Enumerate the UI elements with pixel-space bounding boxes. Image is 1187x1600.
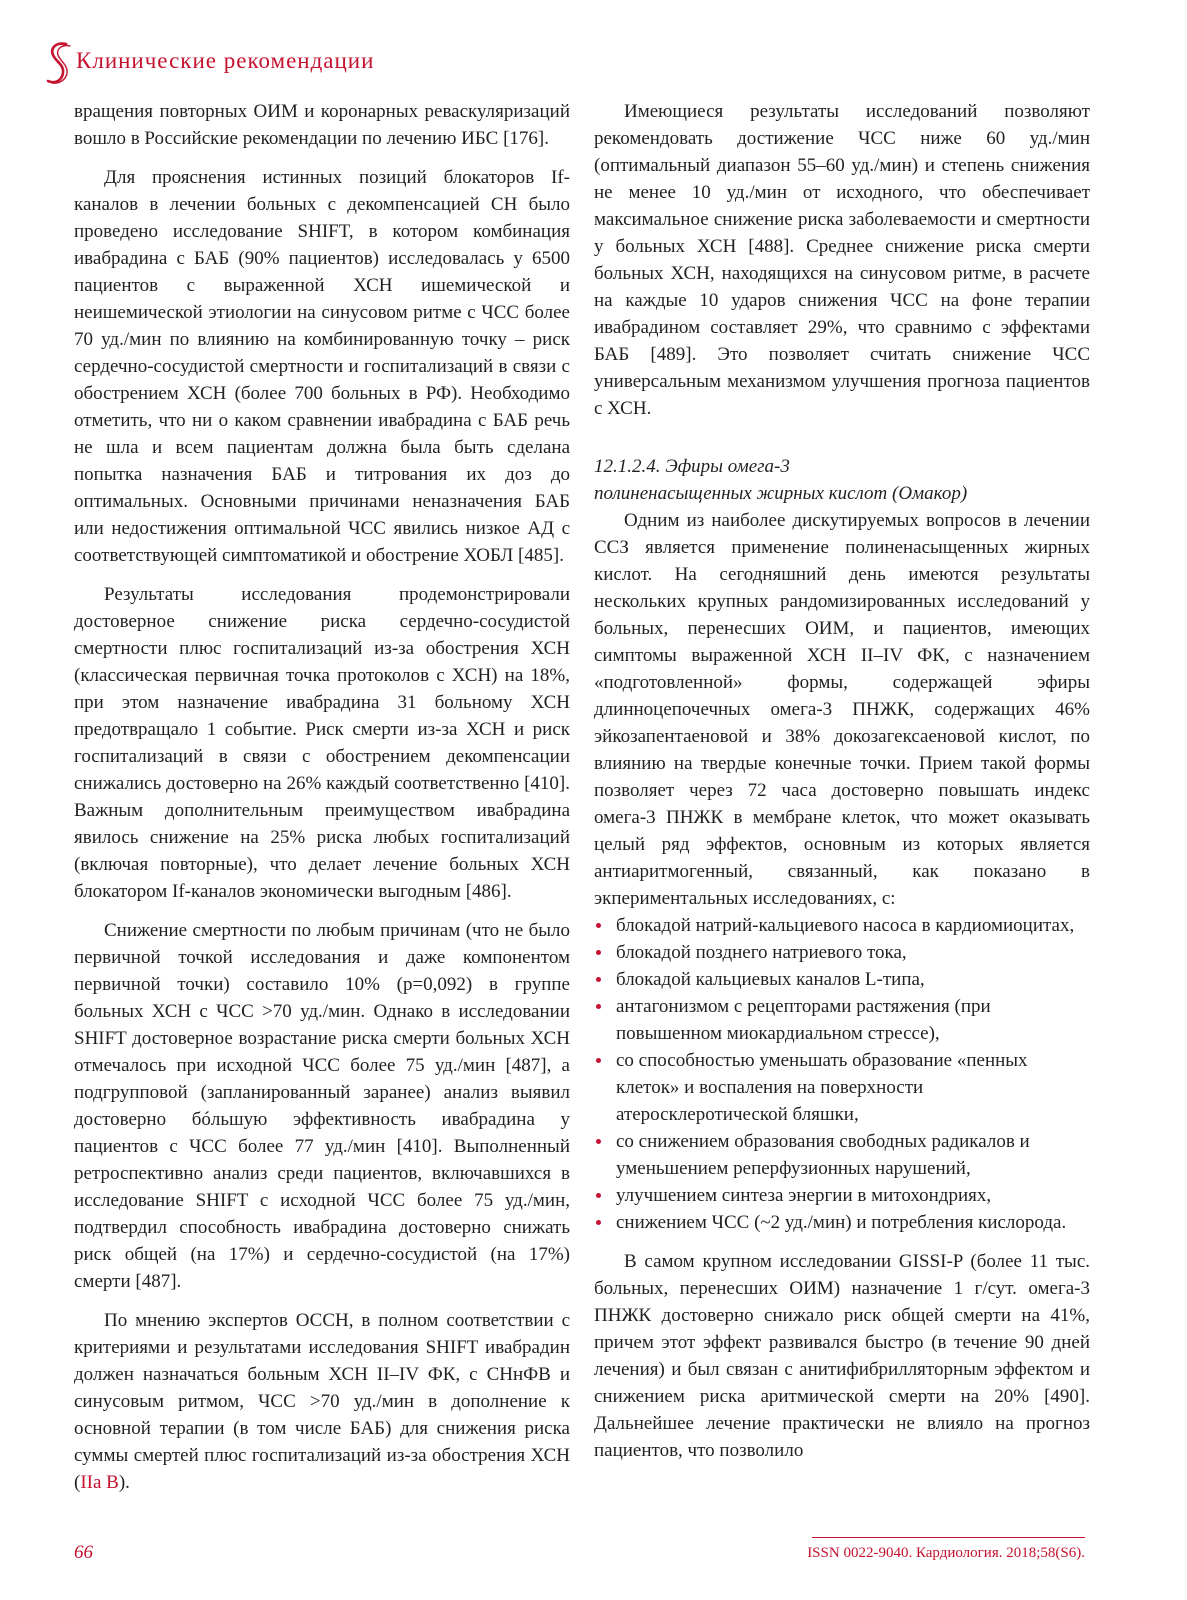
page-number: 66	[74, 1542, 93, 1563]
list-item: антагонизмом с рецепторами растяжения (при повышенном миокардиальном стрессе),	[594, 993, 1090, 1047]
list-item: со способностью уменьшать образование «пенных клеток» и воспаления на поверхности атеросклеротической бляшки,	[594, 1047, 1090, 1128]
header-title: Клинические рекомендации	[76, 48, 375, 73]
paragraph: Снижение смертности по любым причинам (что не было первичной точкой исследования и даже компонентом первичной точки) составило 10% (p=0,092) в группе больных ХСН с ЧСС >70 уд./мин. Однако в исследовании SHIFT достоверное возрастание риска смерти больных ХСН отмечалось при исходной ЧСС более 75 уд./мин [487], а подгрупповой (запланированный заранее) анализ выявил достоверно бóльшую эффективность ивабрадина у пациентов с ЧСС более 77 уд./мин [410]. Выполненный ретроспективно анализ среди пациентов, включавшихся в исследование SHIFT с исходной ЧСС более 75 уд./мин, подтвердил способность ивабрадина достоверно снижать риск общей (на 17%) и сердечно-сосудистой (на 17%) смерти [487].	[74, 920, 570, 1292]
section-heading-line-2: полиненасыщенных жирных кислот (Омакор)	[594, 483, 968, 504]
footer-divider	[812, 1537, 1085, 1538]
paragraph: Для прояснения истинных позиций блокаторов If-каналов в лечении больных с декомпенсацией СН было проведено исследование SHIFT, в котором комбинация ивабрадина с БАБ (90% пациентов) исследовалась у 6500 пациентов с выраженной ХСН ишемической и неишемической этиологии на синусовом ритме с ЧСС более 70 уд./мин по влиянию на комбинированную точку – риск сердечно-сосудистой смертности и госпитализаций в связи с обострением ХСН (более 700 больных в РФ). Необходимо отметить, что ни о каком сравнении ивабрадина с БАБ речь не шла и всем пациентам должна была быть сделана попытка назначения БАБ и титрования их доз до оптимальных. Основными причинами неназначения БАБ или недостижения оптимальной ЧСС явились низкое АД с соответствующей симптоматикой и обострение ХОБЛ [485].	[74, 167, 570, 566]
right-column	[594, 98, 1090, 1464]
section-heading-line-1: 12.1.2.4. Эфиры омега-3	[594, 456, 790, 477]
evidence-level-link[interactable]: IIa B	[80, 1472, 119, 1493]
bullet-list	[594, 912, 1090, 1236]
paragraph: Результаты исследования продемонстрировали достоверное снижение риска сердечно-сосудистой смертности плюс госпитализаций из-за обострения ХСН (классическая первичная точка протоколов с ХСН) на 18%, при этом назначение ивабрадина 31 больному ХСН предотвращало 1 событие. Риск смерти из-за ХСН и риск госпитализаций в связи с обострением декомпенсации снижались достоверно на 26% каждый соответственно [410]. Важным дополнительным преимуществом ивабрадина явилось снижение на 25% риска любых госпитализаций (включая повторные), что делает лечение больных ХСН блокатором If-каналов экономически выгодным [486].	[74, 584, 570, 902]
paragraph: Имеющиеся результаты исследований позволяют рекомендовать достижение ЧСС ниже 60 уд./мин (оптимальный диапазон 55–60 уд./мин) и степень снижения не менее 10 уд./мин от исходного, что обеспечивает максимальное снижение риска заболеваемости и смертности у больных ХСН [488]. Среднее снижение риска смерти больных ХСН, находящихся на синусовом ритме, в расчете на каждые 10 ударов снижения ЧСС на фоне терапии ивабрадином составляет 29%, что сравнимо с эффектами БАБ [489]. Это позволяет считать снижение ЧСС универсальным механизмом улучшения прогноза пациентов с ХСН.	[594, 101, 1090, 419]
list-item: блокадой натрий-кальциевого насоса в кардиомиоцитах,	[594, 912, 1090, 939]
list-item: блокадой кальциевых каналов L-типа,	[594, 966, 1090, 993]
list-item: снижением ЧСС (~2 уд./мин) и потребления кислорода.	[594, 1209, 1090, 1236]
paragraph: В самом крупном исследовании GISSI-P (более 11 тыс. больных, перенесших ОИМ) назначение 1 г/сут. омега-3 ПНЖК достоверно снижало риск общей смерти на 41%, причем этот эффект развивался быстро (в течение 90 дней лечения) и был связан с анитифибрилляторным эффектом и снижением риска аритмической смерти на 20% [490]. Дальнейшее лечение практически не влияло на прогноз пациентов, что позволило	[594, 1251, 1090, 1461]
list-item: блокадой позднего натриевого тока,	[594, 939, 1090, 966]
paragraph-text: По мнению экспертов ОССН, в полном соответствии с критериями и результатами исследования SHIFT ивабрадин должен назначаться больным ХСН II–IV ФК, с СНнФВ и синусовым ритмом, ЧСС >70 уд./мин в дополнение к основной терапии (в том числе БАБ) для снижения риска суммы смертей плюс госпитализаций из-за обострения ХСН (	[74, 1310, 570, 1493]
journal-s-logo-icon	[44, 40, 72, 86]
list-item: улучшением синтеза энергии в митохондриях,	[594, 1182, 1090, 1209]
list-item: со снижением образования свободных радикалов и уменьшением реперфузионных нарушений,	[594, 1128, 1090, 1182]
journal-citation: ISSN 0022-9040. Кардиология. 2018;58(S6).	[807, 1545, 1085, 1561]
paragraph-text-end: ).	[118, 1472, 130, 1493]
paragraph-recommendation	[74, 1307, 570, 1496]
paragraph: вращения повторных ОИМ и коронарных реваскуляризаций вошло в Российские рекомендации по лечению ИБС [176].	[74, 101, 570, 149]
left-column	[74, 98, 570, 1496]
paragraph: Одним из наиболее дискутируемых вопросов в лечении ССЗ является применение полиненасыщенных жирных кислот. На сегодняшний день имеются результаты нескольких крупных рандомизированных исследований у больных, перенесших ОИМ, и пациентов, имеющих симптомы выраженной ХСН II–IV ФК, с назначением «подготовленной» формы, содержащей эфиры длинноцепочечных омега-3 ПНЖК, содержащих 46% эйкозапентаеновой и 38% докозагексаеновой кислот, по влиянию на твердые конечные точки. Прием такой формы позволяет через 72 часа достоверно повышать индекс омега-3 ПНЖК в мембране клеток, что может оказывать целый ряд эффектов, основным из которых является антиаритмогенный, связанный, как показано в экпериментальных исследованиях, с:	[594, 510, 1090, 909]
